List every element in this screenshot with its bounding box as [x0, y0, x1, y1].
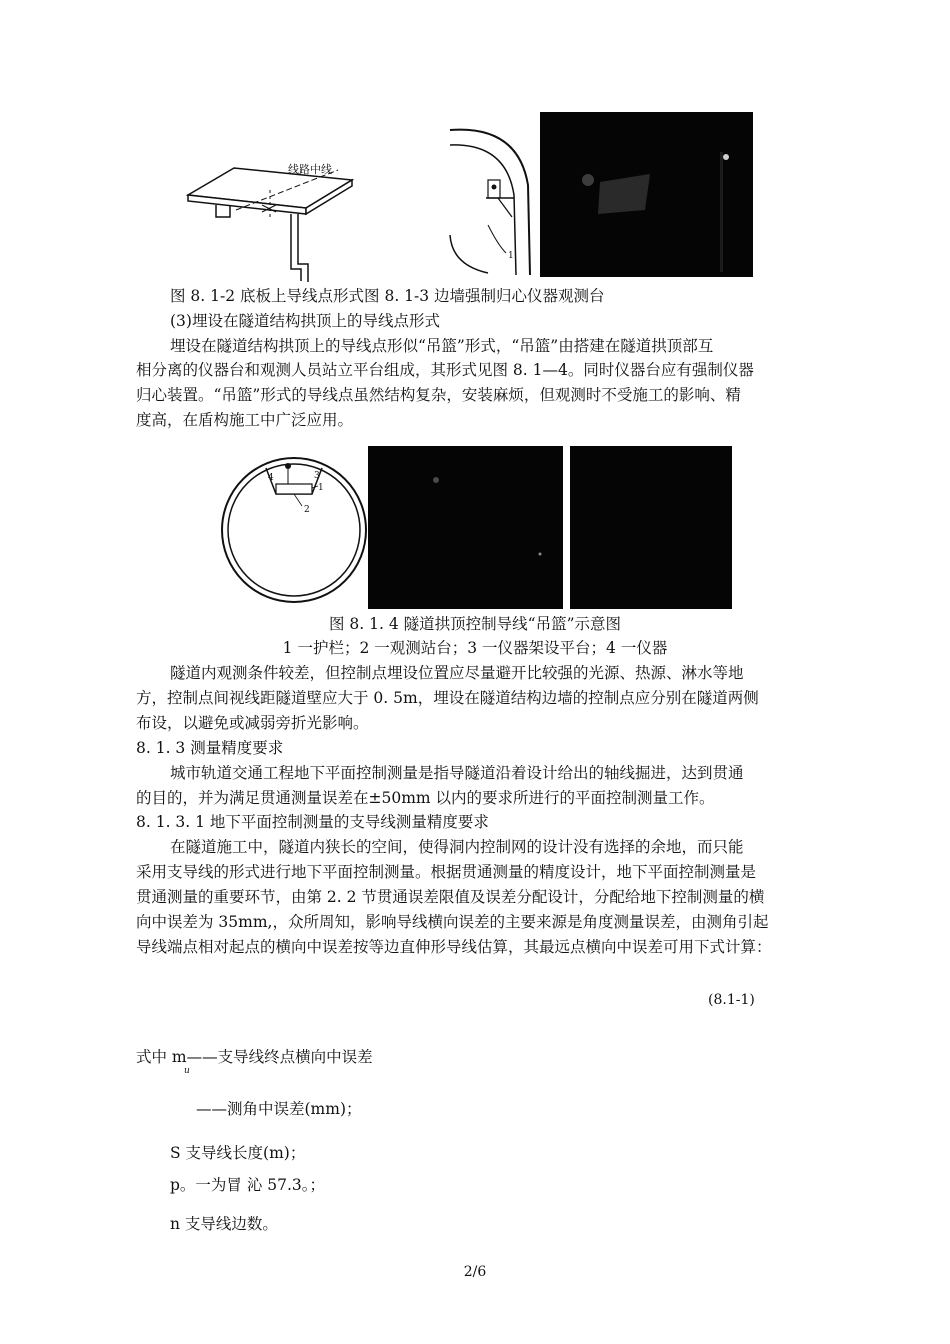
figure-8-1-4-label-3: 3 [314, 471, 320, 481]
caption-figure-8-1-4: 图 8. 1. 4 隧道拱顶控制导线“吊篮”示意图 [329, 615, 621, 633]
para1-line-1: 埋设在隧道结构拱顶上的导线点形似“吊篮”形式，“吊篮”由搭建在隧道拱顶部互 [170, 337, 714, 355]
para4-line-3: 贯通测量的重要环节，由第 2. 2 节贯通误差限值及误差分配设计，分配给地下控制测量的横 [136, 888, 765, 906]
figure-8-1-2-label: 线路中线 [288, 163, 332, 176]
section-8-1-3-1-heading: 8. 1. 3. 1 地下平面控制测量的支导线测量精度要求 [136, 813, 489, 831]
figure-8-1-4-label-1: 1 [318, 483, 324, 493]
figure-8-1-3-marker: 1 [508, 251, 514, 261]
definition-n: n 支导线边数。 [170, 1215, 278, 1233]
caption-figure-8-1-2-3: 图 8. 1-2 底板上导线点形式图 8. 1-3 边墙强制归心仪器观测台 [170, 287, 605, 305]
definition-s: S 支导线长度(m)； [170, 1144, 306, 1162]
para2-line-3: 布设，以避免或减弱旁折光影响。 [136, 714, 369, 732]
figure-8-1-4-label-4: 4 [268, 473, 274, 483]
where-line: 式中 m——支导线终点横向中误差 [136, 1048, 373, 1066]
caption-figure-8-1-4-legend: 1 一护栏；2 一观测站台；3 一仪器架设平台；4 一仪器 [282, 639, 668, 657]
definition-angle-error: ——测角中误差(mm)； [196, 1100, 362, 1118]
para1-line-2: 相分离的仪器台和观测人员站立平台组成，其形式见图 8. 1—4。同时仪器台应有强制仪器 [136, 361, 754, 379]
figure-8-1-3-photo [540, 112, 753, 277]
figure-8-1-4-diagram [218, 448, 368, 608]
definition-rho: p。一为冒 沁 57.3。； [170, 1176, 326, 1194]
section-8-1-3-heading: 8. 1. 3 测量精度要求 [136, 739, 284, 757]
figure-8-1-4-label-2: 2 [304, 505, 310, 515]
para4-line-4: 向中误差为 35mm,，众所周知，影响导线横向误差的主要来源是角度测量误差，由测角引起 [136, 913, 769, 931]
figure-8-1-3-diagram [448, 125, 538, 280]
para3-line-1: 城市轨道交通工程地下平面控制测量是指导隧道沿着设计给出的轴线掘进，达到贯通 [170, 764, 744, 782]
para4-line-2: 采用支导线的形式进行地下平面控制测量。根据贯通测量的精度设计，地下平面控制测量是 [136, 863, 757, 881]
equation-number: (8.1-1) [708, 992, 755, 1008]
figure-8-1-4-photo-right [570, 446, 732, 609]
para1-line-3: 归心装置。“吊篮”形式的导线点虽然结构复杂，安装麻烦，但观测时不受施工的影响、精 [136, 386, 741, 404]
para1-line-4: 度高，在盾构施工中广泛应用。 [136, 411, 354, 429]
para4-line-1: 在隧道施工中，隧道内狭长的空间，使得洞内控制网的设计没有选择的余地，而只能 [170, 838, 744, 856]
where-subscript: u [184, 1066, 190, 1076]
figure-8-1-4-photo-left [368, 446, 563, 609]
figure-8-1-2-diagram [176, 150, 376, 285]
para2-line-2: 方，控制点间视线距隧道壁应大于 0. 5m，埋设在隧道结构边墙的控制点应分别在隧道两侧 [136, 689, 759, 707]
para3-line-2: 的目的，并为满足贯通测量误差在±50mm 以内的要求所进行的平面控制测量工作。 [136, 789, 715, 807]
item-3-heading: (3)埋设在隧道结构拱顶上的导线点形式 [170, 312, 440, 330]
page-number: 2/6 [463, 1264, 487, 1280]
para2-line-1: 隧道内观测条件较差，但控制点埋设位置应尽量避开比较强的光源、热源、淋水等地 [170, 664, 744, 682]
para4-line-5: 导线端点相对起点的横向中误差按等边直伸形导线估算，其最远点横向中误差可用下式计算： [136, 938, 772, 956]
